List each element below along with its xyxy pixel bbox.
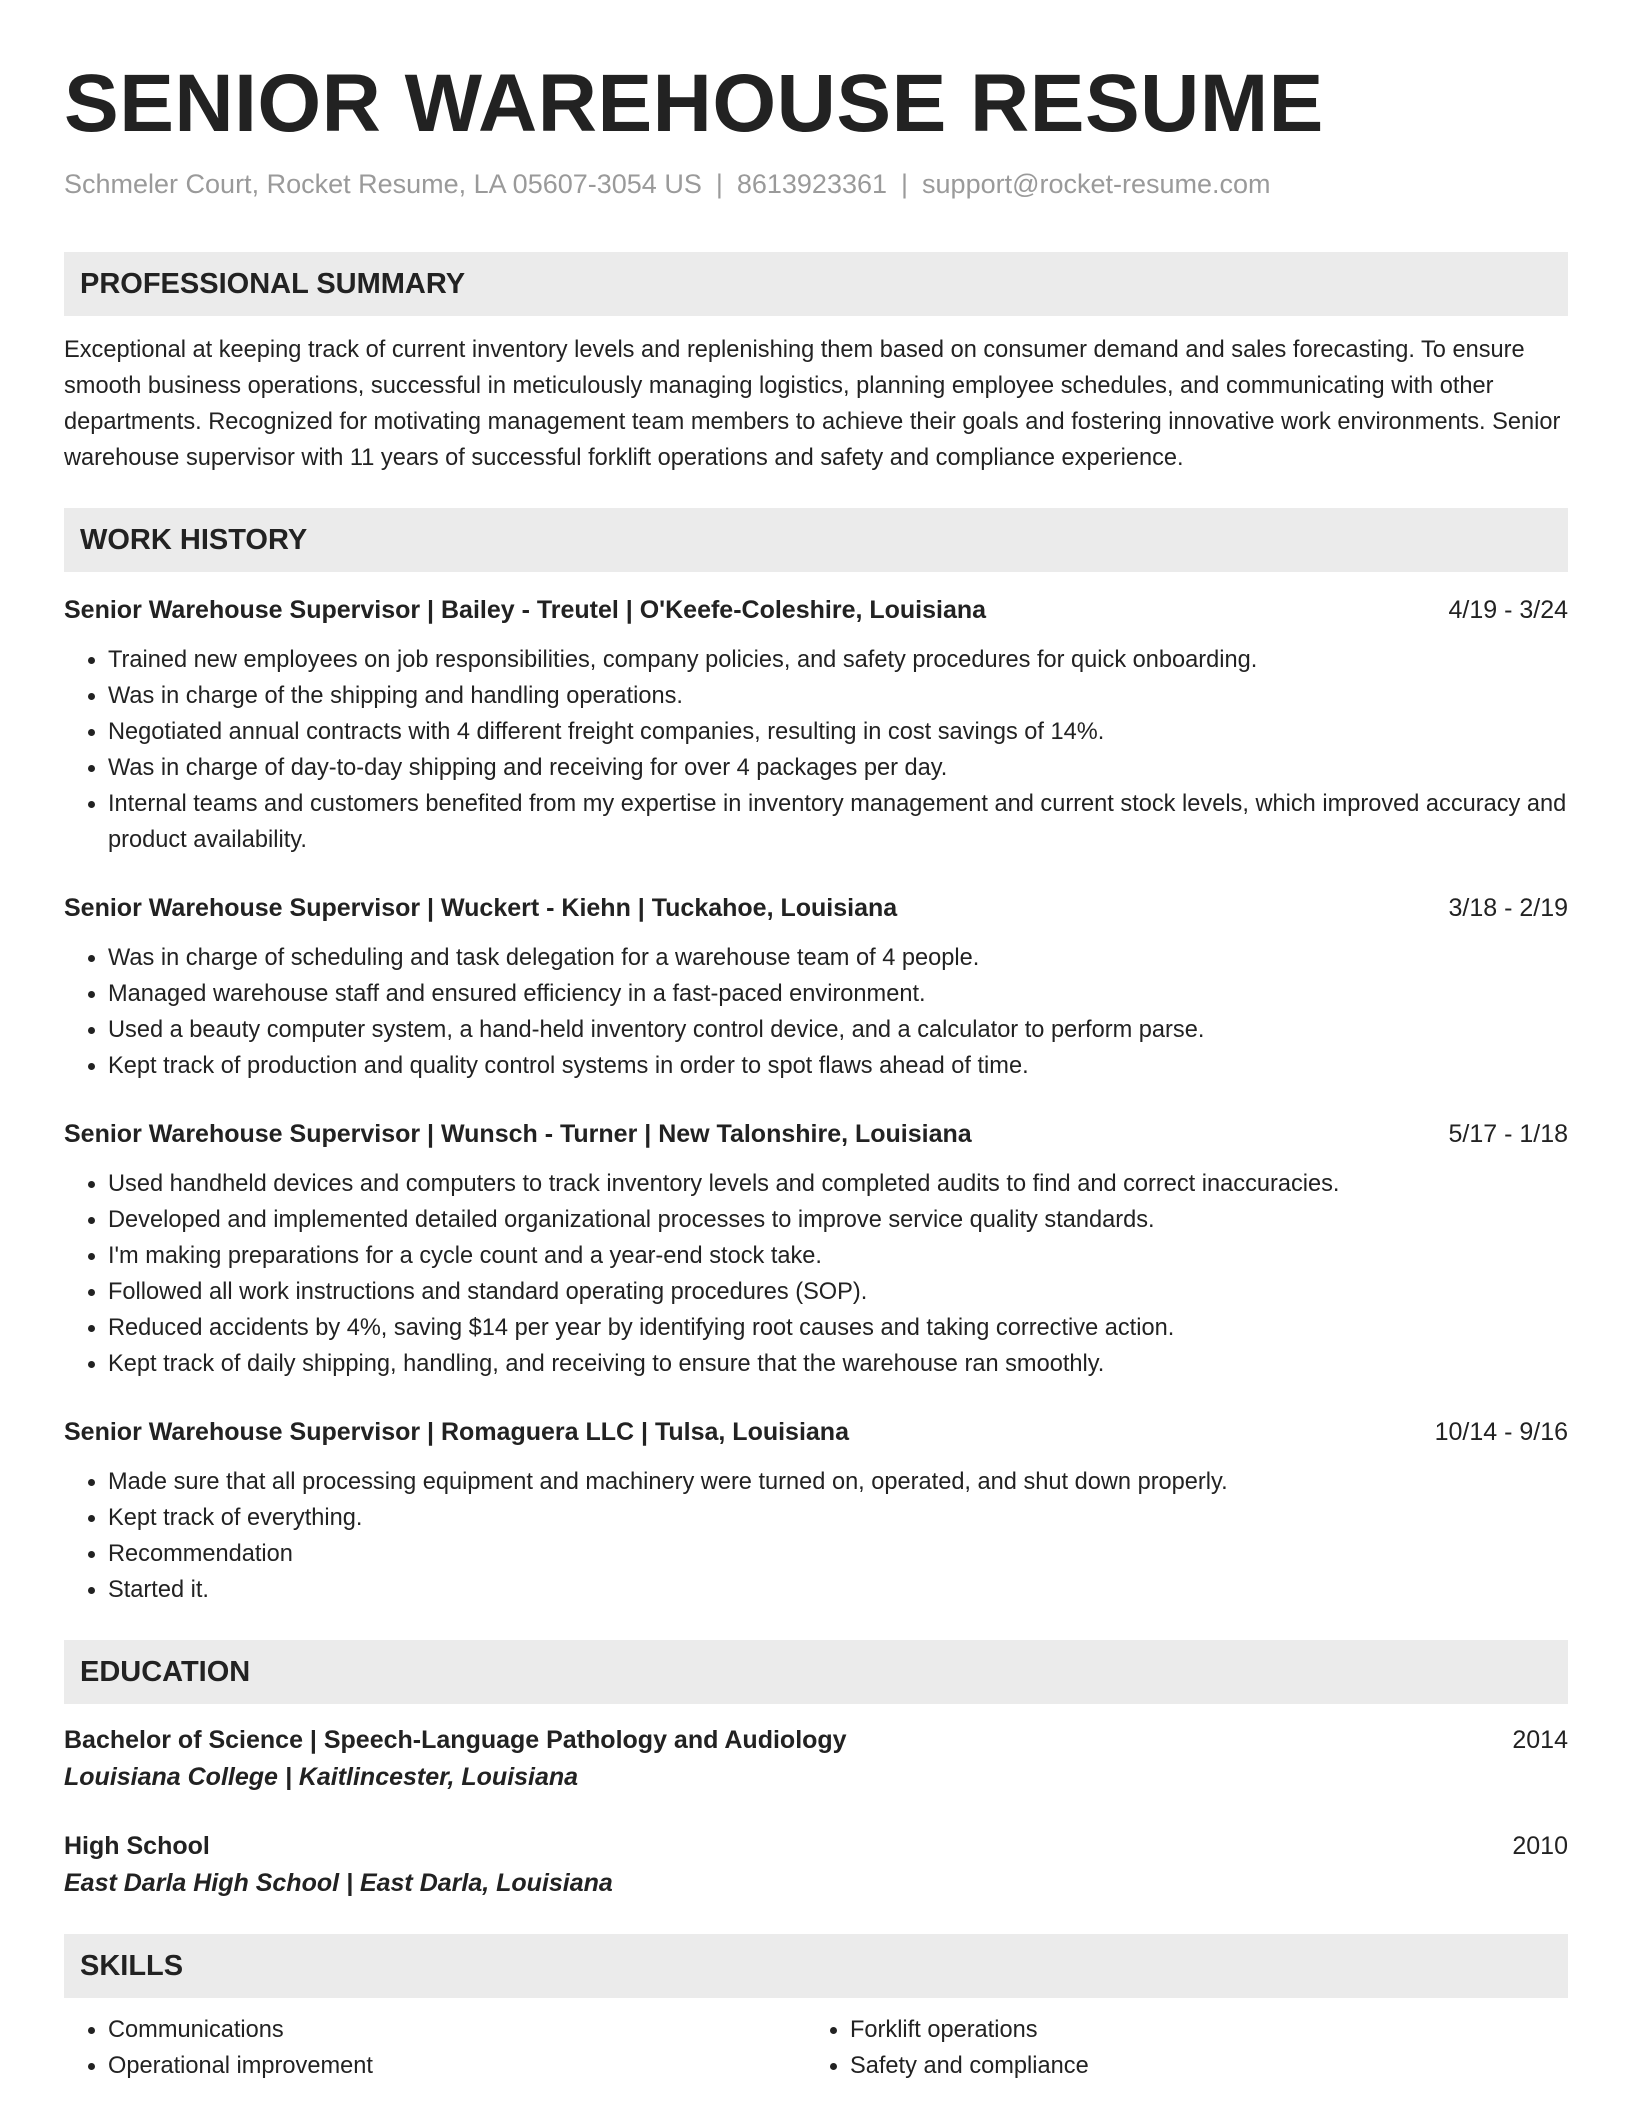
job-bullet: • Trained new employees on job responsibilities, company policies, and safety procedures for quick onboarding. xyxy=(108,642,1568,678)
job-bullets xyxy=(64,940,1568,1084)
job-bullet: • Used handheld devices and computers to track inventory levels and completed audits to find and correct inaccuracies. xyxy=(108,1166,1568,1202)
job-bullet: • Developed and implemented detailed organizational processes to improve service quality standards. xyxy=(108,1202,1568,1238)
job-bullet: • Used a beauty computer system, a hand-held inventory control device, and a calculator to perform parse. xyxy=(108,1012,1568,1048)
job-header xyxy=(64,1116,1568,1152)
job-bullet: • I'm making preparations for a cycle count and a year-end stock take. xyxy=(108,1238,1568,1274)
education-entry xyxy=(64,1828,1568,1902)
section-header-education: EDUCATION xyxy=(64,1640,1568,1704)
education-degree: Bachelor of Science | Speech-Language Pathology and Audiology xyxy=(64,1726,847,1754)
job-title: Senior Warehouse Supervisor | Romaguera LLC | Tulsa, Louisiana xyxy=(64,1418,849,1446)
education-school: East Darla High School | East Darla, Louisiana xyxy=(64,1869,613,1897)
education-header xyxy=(64,1722,1568,1758)
job-entry xyxy=(64,1116,1568,1382)
skill-item: • Safety and compliance xyxy=(850,2048,1548,2084)
job-bullet: • Followed all work instructions and standard operating procedures (SOP). xyxy=(108,1274,1568,1310)
contact-line xyxy=(64,166,1568,202)
job-bullet: • Managed warehouse staff and ensured efficiency in a fast-paced environment. xyxy=(108,976,1568,1012)
education-header xyxy=(64,1828,1568,1864)
summary-text: Exceptional at keeping track of current inventory levels and replenishing them based on consumer demand and sales forecasting. To ensure smooth business operations, successful in meticulously managing logistics, planning employee schedules, and communicating with other departments. Recognized for motivating management team members to achieve their goals and fostering innovative work environments. Senior warehouse supervisor with 11 years of successful forklift operations and safety and compliance experience. xyxy=(64,337,1561,471)
job-bullet: • Recommendation xyxy=(108,1536,1568,1572)
skill-item: • Forklift operations xyxy=(850,2012,1548,2048)
education-year: 2014 xyxy=(1512,1726,1568,1754)
job-bullet: • Kept track of production and quality control systems in order to spot flaws ahead of time. xyxy=(108,1048,1568,1084)
contact-separator: | xyxy=(901,169,909,199)
job-entry xyxy=(64,1414,1568,1608)
job-dates: 10/14 - 9/16 xyxy=(1434,1418,1568,1446)
job-bullet: • Reduced accidents by 4%, saving $14 per year by identifying root causes and taking corrective action. xyxy=(108,1310,1568,1346)
job-dates: 5/17 - 1/18 xyxy=(1448,1120,1568,1148)
skills-column-left xyxy=(64,2012,806,2084)
job-bullet: • Kept track of daily shipping, handling, and receiving to ensure that the warehouse ran smoothly. xyxy=(108,1346,1568,1382)
contact-email: support@rocket-resume.com xyxy=(922,169,1271,199)
skills-list xyxy=(64,2012,1568,2084)
job-bullet: • Internal teams and customers benefited from my expertise in inventory management and current stock levels, which improved accuracy and product availability. xyxy=(108,786,1568,858)
job-title: Senior Warehouse Supervisor | Bailey - Treutel | O'Keefe-Coleshire, Louisiana xyxy=(64,596,987,624)
job-title: Senior Warehouse Supervisor | Wunsch - Turner | New Talonshire, Louisiana xyxy=(64,1120,972,1148)
job-title: Senior Warehouse Supervisor | Wuckert - Kiehn | Tuckahoe, Louisiana xyxy=(64,894,898,922)
job-entry xyxy=(64,592,1568,858)
job-entry xyxy=(64,890,1568,1084)
skill-item: • Operational improvement xyxy=(108,2048,806,2084)
education-school: Louisiana College | Kaitlincester, Louisiana xyxy=(64,1763,579,1791)
job-bullets xyxy=(64,1464,1568,1608)
contact-address: Schmeler Court, Rocket Resume, LA 05607-3054 US xyxy=(64,169,702,199)
resume-title: SENIOR WAREHOUSE RESUME xyxy=(64,58,1324,149)
job-bullet: • Started it. xyxy=(108,1572,1568,1608)
job-bullet: • Negotiated annual contracts with 4 different freight companies, resulting in cost savings of 14%. xyxy=(108,714,1568,750)
section-header-work-history: WORK HISTORY xyxy=(64,508,1568,572)
education-entry xyxy=(64,1722,1568,1796)
job-dates: 3/18 - 2/19 xyxy=(1448,894,1568,922)
job-header xyxy=(64,1414,1568,1450)
job-header xyxy=(64,890,1568,926)
job-bullet: • Was in charge of scheduling and task delegation for a warehouse team of 4 people. xyxy=(108,940,1568,976)
job-bullet: • Made sure that all processing equipment and machinery were turned on, operated, and shut down properly. xyxy=(108,1464,1568,1500)
job-bullet: • Kept track of everything. xyxy=(108,1500,1568,1536)
skills-column-right xyxy=(806,2012,1548,2084)
job-bullets xyxy=(64,642,1568,858)
job-bullets xyxy=(64,1166,1568,1382)
contact-separator: | xyxy=(715,169,723,199)
section-header-skills: SKILLS xyxy=(64,1934,1568,1998)
job-dates: 4/19 - 3/24 xyxy=(1448,596,1568,624)
skill-item: • Communications xyxy=(108,2012,806,2048)
job-header xyxy=(64,592,1568,628)
job-bullet: • Was in charge of day-to-day shipping and receiving for over 4 packages per day. xyxy=(108,750,1568,786)
section-header-summary: PROFESSIONAL SUMMARY xyxy=(64,252,1568,316)
contact-phone: 8613923361 xyxy=(736,169,888,199)
education-degree: High School xyxy=(64,1832,210,1860)
job-bullet: • Was in charge of the shipping and handling operations. xyxy=(108,678,1568,714)
education-year: 2010 xyxy=(1512,1832,1568,1860)
